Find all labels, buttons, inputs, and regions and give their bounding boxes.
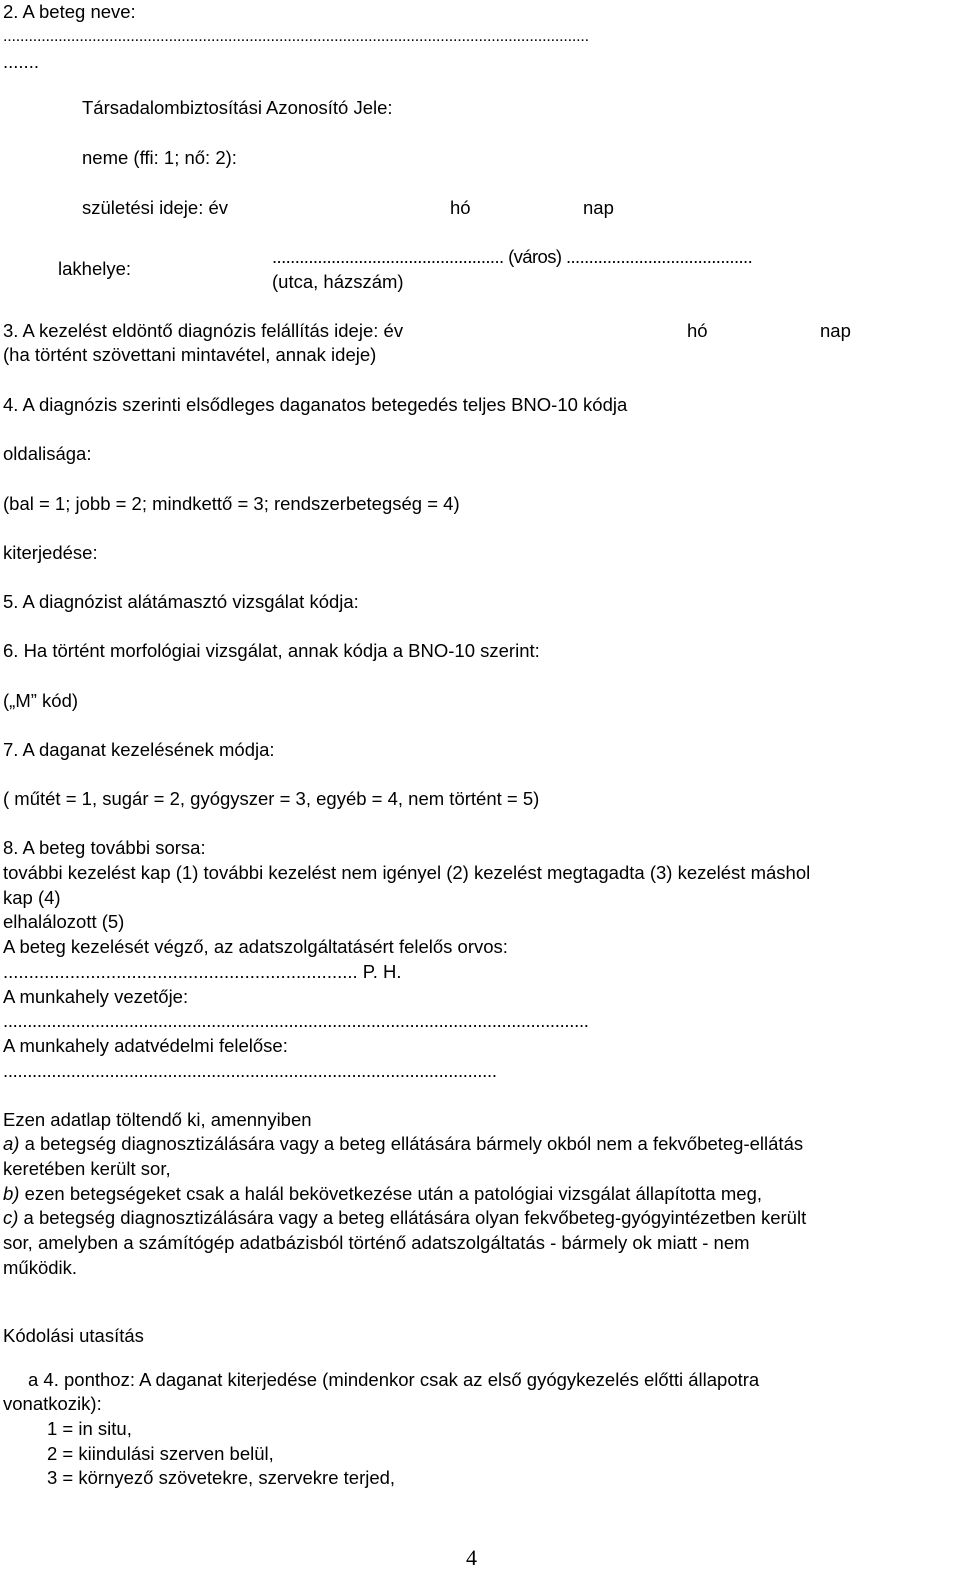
conditions-intro: Ezen adatlap töltendő ki, amennyiben	[3, 1109, 312, 1130]
diagnosis-date-note: (ha történt szövettani mintavétel, annak ideje)	[3, 344, 377, 365]
patient-name-line-continued: .......	[3, 51, 39, 72]
condition-b-marker: b)	[3, 1183, 20, 1204]
patient-outcome-label: 8. A beteg további sorsa:	[3, 837, 206, 858]
address-label: lakhelye:	[58, 258, 132, 279]
m-code-note: („M” kód)	[3, 690, 79, 711]
condition-a	[3, 1132, 803, 1156]
address-street-label: (utca, házszám)	[272, 271, 404, 292]
patient-outcome-deceased: elhalálozott (5)	[3, 911, 125, 932]
patient-name-line: ..........................................................................................................................................	[3, 28, 589, 45]
sex-label: neme (ffi: 1; nő: 2):	[82, 147, 237, 168]
manager-label: A munkahely vezetője:	[3, 986, 189, 1007]
privacy-officer-label: A munkahely adatvédelmi felelőse:	[3, 1035, 288, 1056]
taj-label: Társadalombiztosítási Azonosító Jele:	[82, 97, 393, 118]
extent-label: kiterjedése:	[3, 542, 98, 563]
condition-b-text: ezen betegségeket csak a halál bekövetkezése után a patológiai vizsgálat állapította meg,	[19, 1183, 762, 1204]
coding-value-3: 3 = környező szövetekre, szervekre terjed,	[47, 1467, 396, 1488]
address-city-line: ................................................... (város) .........................................	[272, 246, 753, 267]
treatment-method-options: ( műtét = 1, sugár = 2, gyógyszer = 3, egyéb = 4, nem történt = 5)	[3, 788, 540, 809]
condition-a-text-continued: keretében került sor,	[3, 1158, 171, 1179]
treatment-method-label: 7. A daganat kezelésének módja:	[3, 739, 275, 760]
birth-day-label: nap	[583, 197, 614, 218]
condition-a-marker: a)	[3, 1133, 20, 1154]
birth-month-label: hó	[450, 197, 471, 218]
condition-c-text: a betegség diagnosztizálására vagy a beteg ellátására olyan fekvőbeteg-gyógyintézetben került	[18, 1207, 807, 1228]
page-number: 4	[466, 1545, 477, 1570]
bno-code-label: 4. A diagnózis szerinti elsődleges daganatos betegedés teljes BNO-10 kódja	[3, 394, 628, 415]
condition-c-text-continued: sor, amelyben a számítógép adatbázisból történő adatszolgáltatás - bármely ok miatt - nem	[3, 1232, 750, 1253]
coding-value-2: 2 = kiindulási szerven belül,	[47, 1443, 274, 1464]
laterality-label: oldalisága:	[3, 443, 92, 464]
condition-c-marker: c)	[3, 1207, 19, 1228]
confirming-exam-label: 5. A diagnózist alátámasztó vizsgálat kódja:	[3, 591, 359, 612]
diagnosis-month-label: hó	[687, 320, 708, 341]
doctor-label: A beteg kezelését végző, az adatszolgáltatásért felelős orvos:	[3, 936, 508, 957]
patient-outcome-options: további kezelést kap (1) további kezelést nem igényel (2) kezelést megtagadta (3) kezelést máshol	[3, 862, 811, 883]
diagnosis-day-label: nap	[820, 320, 851, 341]
coding-item-continued: vonatkozik):	[3, 1393, 102, 1414]
condition-b	[3, 1182, 762, 1206]
morphology-label: 6. Ha történt morfológiai vizsgálat, annak kódja a BNO-10 szerint:	[3, 640, 540, 661]
patient-outcome-options-continued: kap (4)	[3, 887, 61, 908]
privacy-officer-signature-line: ......................................................................................................	[3, 1060, 497, 1081]
manager-signature-line: .........................................................................................................................	[3, 1010, 589, 1031]
coding-title: Kódolási utasítás	[3, 1325, 144, 1346]
section2-title: 2. A beteg neve:	[3, 1, 136, 22]
laterality-options: (bal = 1; jobb = 2; mindkettő = 3; rendszerbetegség = 4)	[3, 493, 460, 514]
birth-date-label: születési ideje: év	[82, 197, 229, 218]
diagnosis-date-label: 3. A kezelést eldöntő diagnózis felállítás ideje: év	[3, 320, 404, 341]
coding-item: a 4. ponthoz: A daganat kiterjedése (mindenkor csak az első gyógykezelés előtti állapotra	[28, 1369, 760, 1390]
condition-c-text-end: működik.	[3, 1257, 78, 1278]
doctor-signature-line: ..................................................................... P. H.	[3, 961, 402, 982]
coding-value-1: 1 = in situ,	[47, 1418, 132, 1439]
condition-c	[3, 1206, 806, 1230]
condition-a-text: a betegség diagnosztizálására vagy a beteg ellátására bármely okból nem a fekvőbeteg-ellátás	[19, 1133, 804, 1154]
